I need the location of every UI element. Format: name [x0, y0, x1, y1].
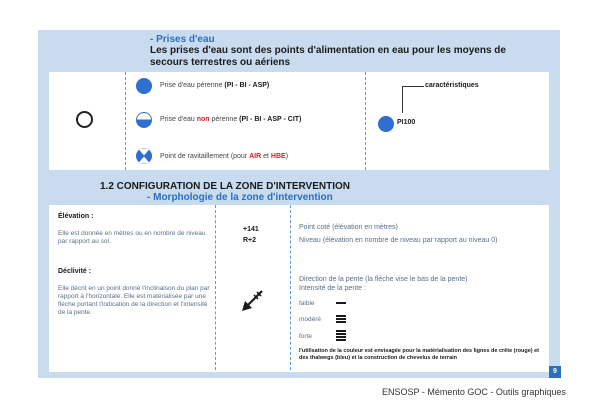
- slope-level-label: modéré: [299, 316, 322, 323]
- slope-label: Déclivité :: [58, 268, 92, 275]
- section-subtitle: - Morphologie de la zone d'intervention: [147, 192, 333, 203]
- leader-line: [402, 86, 424, 113]
- divider: [365, 72, 366, 170]
- elevation-label: Élévation :: [58, 213, 94, 220]
- perennial-water-point-label: Prise d'eau pérenne (PI - BI - ASP): [160, 82, 270, 89]
- characteristics-label: caractéristiques: [425, 82, 479, 89]
- hourglass-circle-icon: [136, 148, 152, 164]
- page-number: 9: [549, 366, 561, 378]
- slope-steep-bar: [336, 339, 346, 341]
- footer-credit: ENSOSP - Mémento GOC - Outils graphiques: [382, 387, 566, 397]
- full-blue-circle-icon: [136, 78, 152, 94]
- slope-medium-bar: [336, 321, 346, 323]
- elevation-meters-value: +141: [243, 226, 259, 233]
- elevation-level-desc: Niveau (élévation en nombre de niveau par rapport au niveau 0): [299, 237, 498, 244]
- color-usage-note: l'utilisation de la couleur est envisagée pour la matérialisation des lignes de crête (rouge) et des thalwegs (bleu) et la construction de chevelus de terrain: [299, 348, 540, 361]
- hydrant-example-label: PI100: [397, 119, 416, 126]
- slope-arrow-icon: [240, 287, 266, 313]
- slope-steep-bar: [336, 333, 346, 335]
- slope-medium-bar: [336, 318, 346, 320]
- slope-steep-bar: [336, 330, 346, 332]
- elevation-point-desc: Point coté (élévation en mètres): [299, 224, 398, 231]
- slope-level-label: faible: [299, 300, 315, 307]
- divider: [125, 72, 126, 170]
- water-points-heading: - Prises d'eau: [150, 34, 215, 45]
- elevation-level-value: R+2: [243, 237, 257, 244]
- slope-steep-bar: [336, 336, 346, 338]
- half-blue-circle-icon: [136, 112, 152, 128]
- slope-low-bar: [336, 302, 346, 304]
- slope-direction-desc: Direction de la pente (la flèche vise le bas de la pente): [299, 276, 468, 283]
- hydrant-symbol-icon: [378, 116, 394, 132]
- water-points-description: Les prises d'eau sont des points d'alimentation en eau pour les moyens de secours terrestres ou aériens: [150, 45, 506, 68]
- slope-text: Elle décrit en un point donné l'inclinaison du plan par rapport à l'horizontale. Elle est matérialisée par une flèche portant l'indication de la direction et l'intensité de la pente.: [58, 285, 210, 316]
- slope-intensity-label: Intensité de la pente :: [299, 285, 366, 292]
- section-title: 1.2 CONFIGURATION DE LA ZONE D'INTERVENTION: [100, 181, 350, 192]
- slope-level-label: forte: [299, 333, 313, 340]
- divider: [290, 205, 291, 370]
- divider: [215, 205, 216, 370]
- slope-medium-bar: [336, 315, 346, 317]
- refill-point-label: Point de ravitaillement (pour AIR et HBE): [160, 153, 289, 160]
- empty-circle-icon: [76, 111, 93, 128]
- non-perennial-water-point-label: Prise d'eau non pérenne (PI - BI - ASP - CIT): [160, 116, 302, 123]
- elevation-text: Elle est donnée en mètres ou en nombre de niveau par rapport au sol.: [58, 230, 206, 245]
